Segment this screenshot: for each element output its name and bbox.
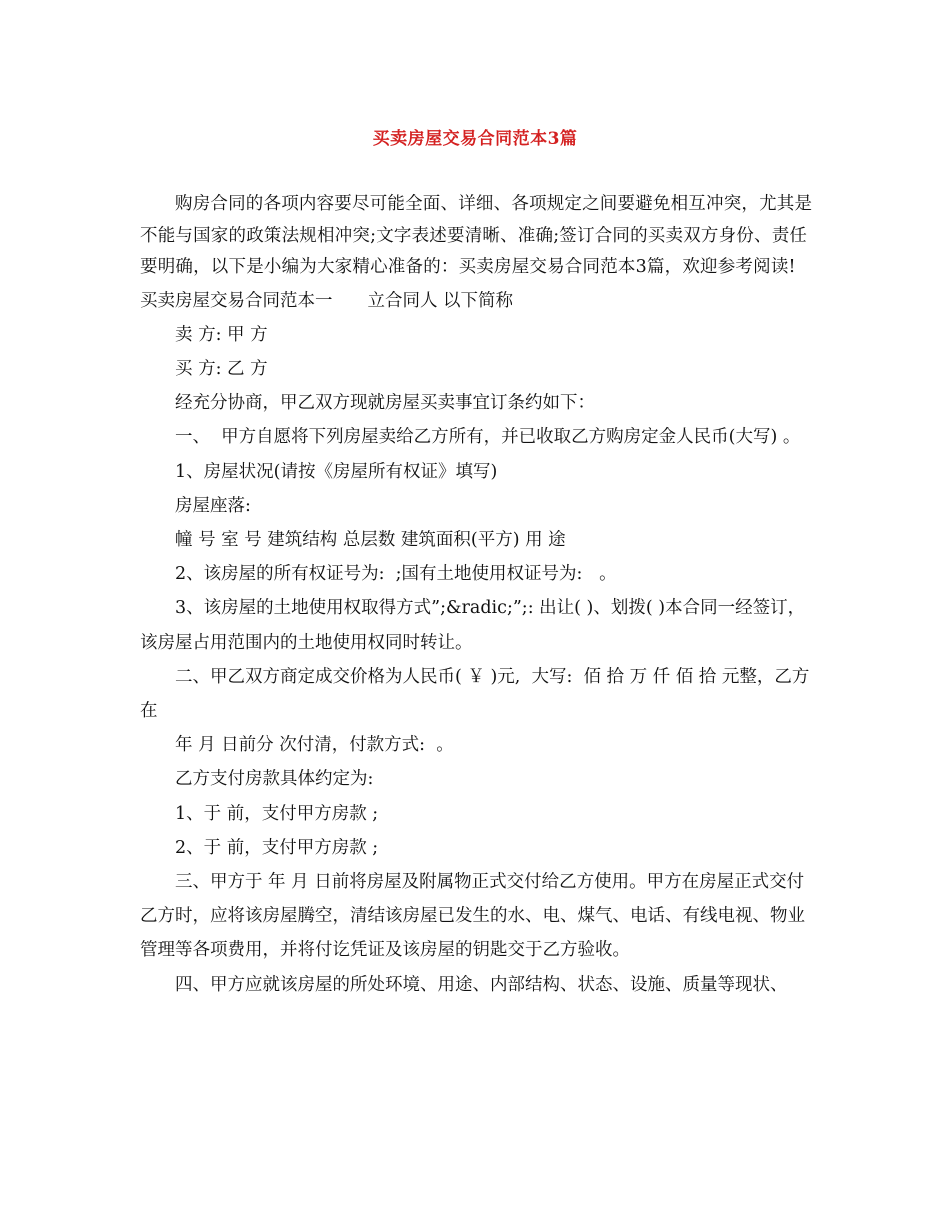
paragraph: 年 月 日前分 次付清，付款方式: 。 [175,735,454,756]
paragraph: 买卖房屋交易合同范本一 立合同人 以下简称 [140,290,514,311]
paragraph: 四、甲方应就该房屋的所处环境、用途、内部结构、状态、设施、质量等现状、 [175,974,788,995]
paragraph: 乙方支付房款具体约定为: [175,769,374,790]
paragraph: 1、房屋状况(请按《房屋所有权证》填写) [175,461,498,482]
intro-paragraph: 购房合同的各项内容要尽可能全面、详细、各项规定之间要避免相互冲突，尤其是不能与国家的政策法规相冲突;文字表述要清晰、准确;签订合同的买卖双方身份、责任要明确，以下是小编为大家精心准备的：买卖房屋交易合同范本3篇，欢迎参考阅读! [140,194,813,277]
paragraph: 3、该房屋的土地使用权取得方式”;&radic;”;: 出让( )、划拨( )本合同一经签订，该房屋占用范围内的土地使用权同时转让。 [140,598,806,653]
paragraph: 房屋座落: [175,495,251,516]
paragraph: 卖 方: 甲 方 [175,324,268,345]
paragraph: 幢 号 室 号 建筑结构 总层数 建筑面积(平方) 用 途 [175,529,566,550]
paragraph: 买 方: 乙 方 [175,358,268,379]
document-body [140,189,820,1002]
paragraph: 二、甲乙双方商定成交价格为人民币( ￥ )元, 大写: 佰 拾 万 仟 佰 拾 元整，乙方在 [140,666,810,721]
paragraph: 经充分协商，甲乙双方现就房屋买卖事宜订条约如下： [175,393,595,414]
paragraph: 2、该房屋的所有权证号为: ;国有土地使用权证号为: 。 [175,564,617,585]
paragraph: 三、甲方于 年 月 日前将房屋及附属物正式交付给乙方使用。甲方在房屋正式交付乙方时，应将该房屋腾空，清结该房屋已发生的水、电、煤气、电话、有线电视、物业管理等各项费用，并将付讫凭证及该房屋的钥匙交于乙方验收。 [140,871,805,961]
paragraph: 2、于 前，支付甲方房款 ; [175,837,379,858]
paragraph: 一、 甲方自愿将下列房屋卖给乙方所有，并已收取乙方购房定金人民币(大写) 。 [175,427,801,448]
document-title: 买卖房屋交易合同范本3篇 [372,129,578,149]
paragraph: 1、于 前，支付甲方房款 ; [175,803,379,824]
